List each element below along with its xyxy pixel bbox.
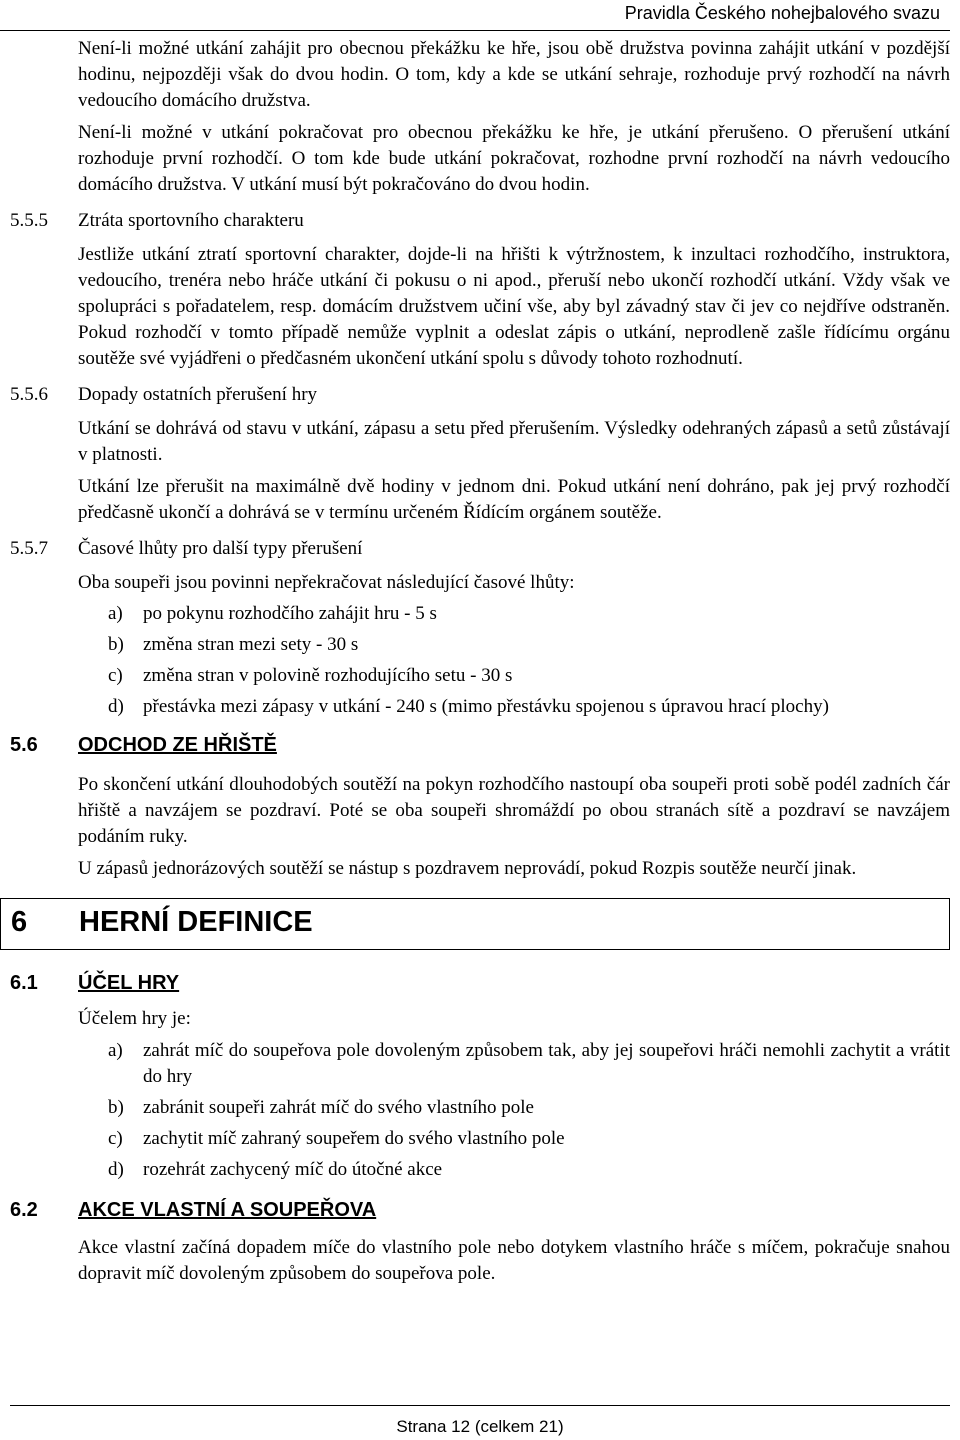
list-item xyxy=(78,1095,950,1121)
section-6-2-heading xyxy=(10,1197,960,1223)
page-content xyxy=(0,36,960,1287)
list-item xyxy=(78,663,950,689)
section-5-5-6-paragraph-1: Utkání se dohrává od stavu v utkání, zápasu a setu před přerušením. Výsledky odehraných zápasů a setů zůstávají v platnosti. xyxy=(78,418,950,465)
section-5-5-7-heading xyxy=(10,536,950,562)
list-item xyxy=(78,1126,950,1152)
section-number: 5.5.7 xyxy=(10,538,48,559)
section-number: 5.6 xyxy=(10,734,38,756)
chapter-title: HERNÍ DEFINICE xyxy=(79,906,313,938)
intro-paragraph-2: Není-li možné v utkání pokračovat pro obecnou překážku ke hře, je utkání přerušeno. O přerušení utkání rozhoduje první rozhodčí. O tom kde bude utkání pokračovat, rozhodne první rozhodčí na návrh vedoucího domácího družstva. V utkání musí být pokračováno do dvou hodin. xyxy=(78,122,950,195)
section-5-6-heading xyxy=(10,732,960,758)
section-5-5-6-paragraph-2: Utkání lze přerušit na maximálně dvě hodiny v jednom dni. Pokud utkání není dohráno, pak jej prvý rozhodčí předčasně ukončí a dohrává se v termínu určeném Řídícím orgánem soutěže. xyxy=(78,476,950,523)
list-marker: c) xyxy=(108,1128,123,1149)
section-number: 5.5.6 xyxy=(10,384,48,405)
footer-divider xyxy=(10,1405,950,1406)
list-item-text: zahrát míč do soupeřova pole dovoleným způsobem tak, aby jej soupeřovi hráči nemohli zachytit a vrátit do hry xyxy=(143,1040,950,1087)
time-limits-list xyxy=(0,601,960,720)
list-item-text: po pokynu rozhodčího zahájit hru - 5 s xyxy=(143,603,437,624)
section-6-1-lead: Účelem hry je: xyxy=(78,1008,191,1029)
section-title: Dopady ostatních přerušení hry xyxy=(78,384,318,405)
list-item-text: změna stran v polovině rozhodujícího setu - 30 s xyxy=(143,665,513,686)
chapter-6-heading xyxy=(0,898,950,950)
section-6-2-text: Akce vlastní začíná dopadem míče do vlastního pole nebo dotykem vlastního hráče s míčem, pokračuje snahou dopravit míč dovoleným způsobem do soupeřova pole. xyxy=(78,1237,950,1284)
list-marker: b) xyxy=(108,1097,124,1118)
list-marker: a) xyxy=(108,1040,123,1061)
list-marker: d) xyxy=(108,1159,124,1180)
list-item xyxy=(78,694,950,720)
game-purpose-list xyxy=(0,1038,960,1183)
section-number: 6.1 xyxy=(10,972,38,994)
section-title: AKCE VLASTNÍ A SOUPEŘOVA xyxy=(78,1199,377,1221)
header-title: Pravidla Českého nohejbalového svazu xyxy=(624,3,940,23)
list-item xyxy=(78,601,950,627)
list-marker: c) xyxy=(108,665,123,686)
list-marker: a) xyxy=(108,603,123,624)
list-item xyxy=(78,1157,950,1183)
list-item xyxy=(78,632,950,658)
page-header xyxy=(0,0,950,31)
page-footer xyxy=(0,1405,960,1440)
list-item-text: rozehrát zachycený míč do útočné akce xyxy=(143,1159,443,1180)
section-5-6-paragraph-1: Po skončení utkání dlouhodobých soutěží na pokyn rozhodčího nastoupí oba soupeři proti sobě podél zadních čár hřiště a navzájem se pozdraví. Poté se oba soupeři shromáždí po obou stranách sítě a pozdraví se navzájem podáním ruky. xyxy=(78,774,950,847)
section-title: ODCHOD ZE HŘIŠTĚ xyxy=(78,734,277,756)
list-marker: d) xyxy=(108,696,124,717)
section-title: ÚČEL HRY xyxy=(78,972,180,994)
section-5-5-7-lead: Oba soupeři jsou povinni nepřekračovat následující časové lhůty: xyxy=(78,572,575,593)
list-marker: b) xyxy=(108,634,124,655)
page-number: Strana 12 (celkem 21) xyxy=(396,1417,564,1436)
list-item-text: zabránit soupeři zahrát míč do svého vlastního pole xyxy=(143,1097,534,1118)
section-5-5-6-heading xyxy=(10,382,950,408)
section-title: Ztráta sportovního charakteru xyxy=(78,210,304,231)
list-item-text: změna stran mezi sety - 30 s xyxy=(143,634,359,655)
list-item-text: zachytit míč zahraný soupeřem do svého vlastního pole xyxy=(143,1128,565,1149)
section-number: 5.5.5 xyxy=(10,210,48,231)
list-item-text: přestávka mezi zápasy v utkání - 240 s (mimo přestávku spojenou s úpravou hrací plochy) xyxy=(143,696,829,717)
chapter-number: 6 xyxy=(11,906,28,938)
section-5-5-5-text: Jestliže utkání ztratí sportovní charakter, dojde-li na hřišti k výtržnostem, k inzultaci rozhodčího, instruktora, vedoucího, trenéra nebo hráče utkání či pokusu o ni apod., přeruší nebo ukončí rozhodčí utkání. Vždy však ve spolupráci s pořadatelem, resp. domácím družstvem učiní vše, aby byl závadný stav či jev co nejdříve odstraněn. Pokud rozhodčí v tomto případě nemůže vyplnit a odeslat zápis o utkání, neprodleně zašle řídícímu orgánu soutěže své vyjádřeni o předčasném ukončení utkání spolu s důvody tohoto rozhodnutí. xyxy=(78,244,950,369)
section-5-5-5-heading xyxy=(10,208,950,234)
section-6-1-heading xyxy=(10,970,960,996)
section-5-6-paragraph-2: U zápasů jednorázových soutěží se nástup s pozdravem neprovádí, pokud Rozpis soutěže neurčí jinak. xyxy=(78,858,857,879)
section-title: Časové lhůty pro další typy přerušení xyxy=(78,538,363,559)
section-number: 6.2 xyxy=(10,1199,38,1221)
intro-paragraph-1: Není-li možné utkání zahájit pro obecnou překážku ke hře, jsou obě družstva povinna zahájit utkání v pozdější hodinu, nejpozději však do dvou hodin. O tom, kdy a kde se utkání sehraje, rozhoduje prvý rozhodčí na návrh vedoucího domácího družstva. xyxy=(78,38,950,111)
list-item xyxy=(78,1038,950,1090)
